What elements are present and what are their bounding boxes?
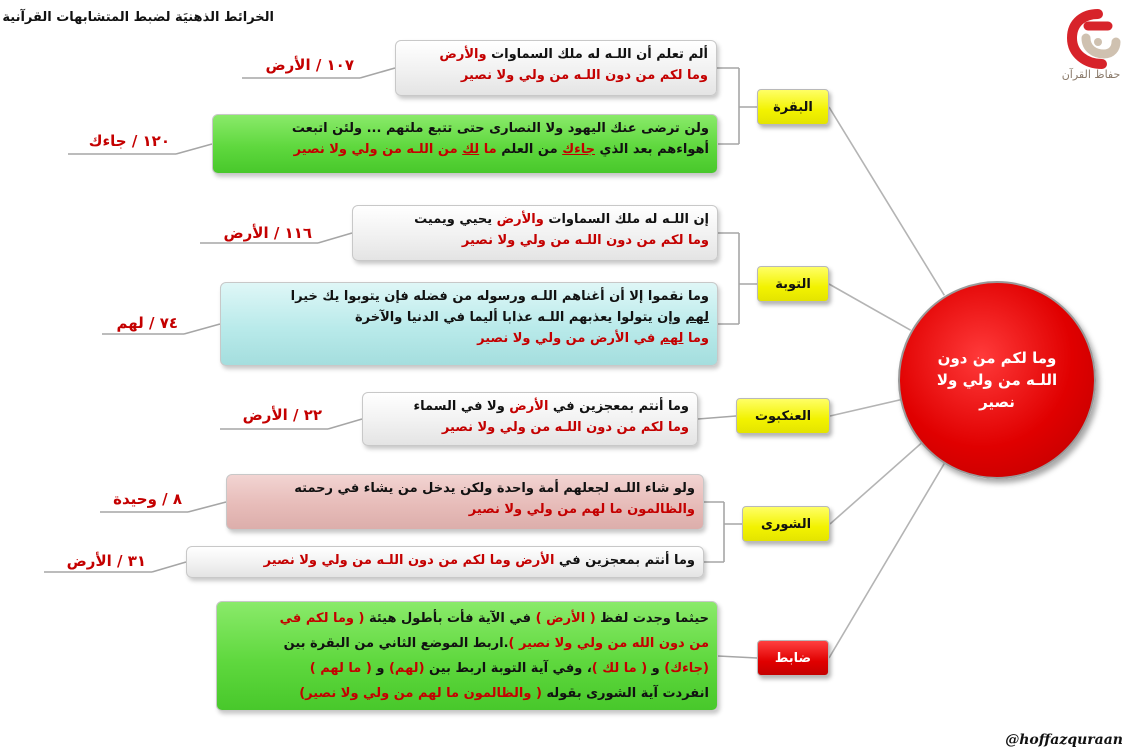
highlighted-text: ( الأرض ) bbox=[535, 611, 596, 626]
verse-text: وما نقموا إلا أن أغناهم اللـه ورسوله من فضله فإن يتوبوا يك خيرا bbox=[290, 289, 709, 304]
verse-reference: ١٢٠ / جاءك bbox=[88, 132, 170, 150]
verse-line bbox=[361, 209, 709, 230]
verse-text: أهواءهم بعد الذي bbox=[595, 142, 709, 157]
verse-line bbox=[221, 139, 709, 160]
verse-line bbox=[404, 65, 708, 86]
verse-line bbox=[235, 499, 695, 520]
verse-line bbox=[229, 307, 709, 328]
highlighted-text: من اللـه من ولي ولا نصير bbox=[293, 142, 463, 157]
highlighted-text: (لهم) bbox=[388, 661, 425, 676]
verse-line bbox=[404, 44, 708, 65]
verse-text: ، وفي آية التوبة اربط بين bbox=[424, 661, 592, 676]
verse-text: .اربط الموضع الثاني من البقرة بين bbox=[283, 636, 509, 651]
rule-tag: ضابط bbox=[757, 640, 829, 676]
verse-text: وما أنتم بمعجزين في bbox=[548, 399, 689, 414]
highlighted-text: من دون الله من ولي ولا نصير ) bbox=[508, 636, 709, 651]
highlighted-text: والأرض bbox=[496, 212, 544, 227]
reference-connector bbox=[360, 68, 395, 78]
highlighted-text: في الأرض من ولي ولا نصير bbox=[477, 331, 660, 346]
surah-tag-baqarah: البقرة bbox=[757, 89, 829, 125]
branch-connector bbox=[830, 442, 922, 524]
verse-line bbox=[371, 396, 689, 417]
verse-box bbox=[186, 546, 704, 578]
verse-line bbox=[225, 656, 709, 681]
reference-connector bbox=[188, 502, 226, 512]
logo-mark-icon bbox=[1058, 8, 1124, 70]
highlighted-text: والظالمون ما لهم من ولي ولا نصير bbox=[468, 502, 695, 517]
verse-text: حيثما وجدت لفظ bbox=[595, 611, 709, 626]
verse-line bbox=[235, 478, 695, 499]
branch-connector bbox=[829, 284, 911, 330]
highlighted-text: ( وما لكم في bbox=[279, 611, 365, 626]
highlighted-text: وما لكم من دون اللـه من ولي ولا نصير bbox=[263, 553, 516, 568]
highlighted-text: ( ما لك ) bbox=[591, 661, 648, 676]
highlighted-text: لك bbox=[462, 142, 480, 157]
verse-text: وما أنتم بمعجزين في bbox=[554, 553, 695, 568]
verse-text: لهم bbox=[685, 310, 709, 325]
surah-tag-ankabut: العنكبوت bbox=[736, 398, 830, 434]
verse-line bbox=[225, 681, 709, 706]
central-topic bbox=[898, 281, 1096, 479]
verse-line bbox=[361, 230, 709, 251]
verse-line bbox=[225, 606, 709, 631]
verse-box bbox=[352, 205, 718, 261]
rule-box bbox=[216, 601, 718, 711]
highlighted-text: وما bbox=[683, 331, 709, 346]
verse-reference: ٧٤ / لهم bbox=[116, 314, 178, 332]
highlighted-text: وما لكم من دون اللـه من ولي ولا نصير bbox=[461, 233, 709, 248]
verse-reference: ٢٢ / الأرض bbox=[242, 406, 322, 424]
verse-text: ألم تعلم أن اللـه له ملك السماوات bbox=[486, 47, 708, 62]
author-handle: @hoffazquraan bbox=[1005, 732, 1123, 748]
verse-box bbox=[212, 114, 718, 174]
verse-line bbox=[371, 417, 689, 438]
highlighted-text: الأرض bbox=[509, 399, 549, 414]
verse-line bbox=[221, 118, 709, 139]
highlighted-text: ما bbox=[479, 142, 497, 157]
highlighted-text: ( ما لهم ) bbox=[309, 661, 372, 676]
surah-tag-tawbah: التوبة bbox=[757, 266, 829, 302]
verse-text: انفردت آية الشورى بقوله bbox=[541, 686, 709, 701]
reference-connector bbox=[152, 562, 186, 572]
verse-reference: ١٠٧ / الأرض bbox=[265, 56, 354, 74]
verse-box bbox=[220, 282, 718, 366]
verse-text: ولو شاء اللـه لجعلهم أمة واحدة ولكن يدخل من يشاء في رحمته bbox=[294, 481, 695, 496]
highlighted-text: والأرض bbox=[439, 47, 487, 62]
branch-connector bbox=[829, 461, 946, 658]
page-title: الخرائط الذهنيَة لضبط المتشابهات القرآنية bbox=[2, 10, 274, 25]
verse-line bbox=[229, 328, 709, 349]
verse-line bbox=[195, 550, 695, 571]
branch-connector bbox=[830, 400, 900, 416]
logo-caption: حفاظ القرآن bbox=[1061, 68, 1121, 81]
box-connector bbox=[718, 656, 757, 658]
verse-text: إن اللـه له ملك السماوات bbox=[543, 212, 709, 227]
highlighted-text: وما لكم من دون اللـه من ولي ولا نصير bbox=[460, 68, 708, 83]
reference-connector bbox=[328, 419, 362, 429]
box-connector bbox=[698, 416, 736, 419]
verse-box bbox=[362, 392, 698, 446]
verse-text: وإن يتولوا يعذبهم اللـه عذابا أليما في الدنيا والآخرة bbox=[355, 310, 686, 325]
highlighted-text: لهم bbox=[659, 331, 684, 346]
verse-text: ولن ترضى عنك اليهود ولا النصارى حتى تتبع ملتهم ... ولئن اتبعت bbox=[291, 121, 709, 136]
verse-text: في الآية فأت بأطول هيئة bbox=[364, 611, 536, 626]
branch-connector bbox=[829, 107, 944, 295]
highlighted-text: (جاءك) bbox=[664, 661, 709, 676]
verse-line bbox=[229, 286, 709, 307]
verse-box bbox=[395, 40, 717, 96]
highlighted-text: ( والظالمون ما لهم من ولي ولا نصير) bbox=[299, 686, 542, 701]
surah-tag-shura: الشورى bbox=[742, 506, 830, 542]
reference-connector bbox=[184, 324, 220, 334]
verse-text: و bbox=[647, 661, 665, 676]
verse-text: يحيي ويميت bbox=[414, 212, 497, 227]
verse-line bbox=[225, 631, 709, 656]
highlighted-text: الأرض bbox=[515, 553, 555, 568]
verse-text: و bbox=[371, 661, 389, 676]
reference-connector bbox=[176, 144, 212, 154]
reference-connector bbox=[318, 233, 352, 243]
highlighted-text: وما لكم من دون اللـه من ولي ولا نصير bbox=[441, 420, 689, 435]
verse-text: ولا في السماء bbox=[413, 399, 510, 414]
highlighted-text: جاءك bbox=[562, 142, 595, 157]
verse-reference: ٨ / وحيدة bbox=[113, 490, 182, 508]
verse-text: من العلم bbox=[496, 142, 563, 157]
verse-reference: ٣١ / الأرض bbox=[66, 552, 146, 570]
verse-box bbox=[226, 474, 704, 530]
central-topic-label: وما لكم من دون اللـه من ولي ولا نصير bbox=[936, 349, 1058, 411]
verse-reference: ١١٦ / الأرض bbox=[223, 224, 312, 242]
